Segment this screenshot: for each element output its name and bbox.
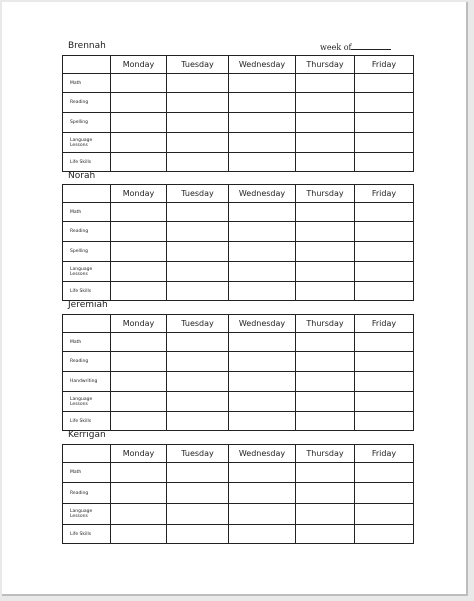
subject-label: Language Lessons (63, 504, 111, 525)
day-header: Wednesday (229, 315, 296, 333)
subject-row (63, 74, 414, 93)
subject-label: Math (63, 203, 111, 222)
subject-row (63, 282, 414, 301)
schedule-cell[interactable] (167, 74, 229, 93)
subject-label: Handwriting (63, 372, 111, 392)
schedule-cell[interactable] (355, 463, 414, 483)
day-header: Thursday (296, 445, 355, 463)
subject-row (63, 504, 414, 525)
day-header: Monday (111, 185, 167, 203)
subject-row (63, 525, 414, 544)
subject-label: Language Lessons (63, 133, 111, 153)
day-header: Tuesday (167, 185, 229, 203)
schedule-cell[interactable] (167, 352, 229, 372)
schedule-cell[interactable] (229, 262, 296, 282)
schedule-cell[interactable] (167, 392, 229, 412)
schedule-cell[interactable] (111, 483, 167, 504)
schedule-cell[interactable] (296, 133, 355, 153)
subject-label: Life Skills (63, 282, 111, 301)
subject-row (63, 262, 414, 282)
schedule-cell[interactable] (355, 525, 414, 544)
schedule-cell[interactable] (296, 282, 355, 301)
day-header: Tuesday (167, 315, 229, 333)
subject-label: Life Skills (63, 153, 111, 172)
day-header: Monday (111, 56, 167, 74)
schedule-table (62, 55, 414, 172)
schedule-cell[interactable] (111, 463, 167, 483)
schedule-cell[interactable] (296, 203, 355, 222)
schedule-cell[interactable] (167, 525, 229, 544)
schedule-cell[interactable] (167, 282, 229, 301)
schedule-cell[interactable] (167, 463, 229, 483)
schedule-cell[interactable] (111, 392, 167, 412)
subject-row (63, 463, 414, 483)
subject-label: Language Lessons (63, 262, 111, 282)
day-header: Wednesday (229, 185, 296, 203)
day-header: Friday (355, 56, 414, 74)
schedule-cell[interactable] (355, 483, 414, 504)
student-name: Norah (68, 171, 96, 181)
schedule-cell[interactable] (167, 262, 229, 282)
day-header: Tuesday (167, 56, 229, 74)
schedule-cell[interactable] (296, 242, 355, 262)
schedule-cell[interactable] (355, 504, 414, 525)
schedule-cell[interactable] (355, 392, 414, 412)
schedule-cell[interactable] (111, 222, 167, 242)
subject-row (63, 242, 414, 262)
corner-cell (63, 315, 111, 333)
schedule-cell[interactable] (296, 153, 355, 172)
subject-row (63, 153, 414, 172)
day-header: Monday (111, 315, 167, 333)
schedule-cell[interactable] (296, 504, 355, 525)
schedule-cell[interactable] (296, 352, 355, 372)
schedule-cell[interactable] (355, 412, 414, 431)
subject-label: Life Skills (63, 412, 111, 431)
day-header: Thursday (296, 185, 355, 203)
schedule-cell[interactable] (167, 133, 229, 153)
schedule-cell[interactable] (296, 525, 355, 544)
schedule-table (62, 184, 414, 301)
schedule-cell[interactable] (296, 372, 355, 392)
schedule-cell[interactable] (296, 333, 355, 352)
day-header: Friday (355, 185, 414, 203)
schedule-cell[interactable] (167, 333, 229, 352)
schedule-cell[interactable] (111, 153, 167, 172)
schedule-cell[interactable] (229, 412, 296, 431)
schedule-cell[interactable] (229, 392, 296, 412)
subject-row (63, 483, 414, 504)
schedule-cell[interactable] (229, 525, 296, 544)
schedule-cell[interactable] (229, 93, 296, 113)
schedule-cell[interactable] (355, 93, 414, 113)
schedule-cell[interactable] (355, 113, 414, 133)
schedule-cell[interactable] (355, 262, 414, 282)
schedule-cell[interactable] (296, 74, 355, 93)
schedule-cell[interactable] (167, 242, 229, 262)
student-name: Jeremiah (68, 300, 108, 310)
schedule-cell[interactable] (167, 483, 229, 504)
student-name: Kerrigan (68, 430, 106, 440)
schedule-cell[interactable] (229, 372, 296, 392)
schedule-cell[interactable] (355, 203, 414, 222)
subject-row (63, 222, 414, 242)
schedule-cell[interactable] (296, 262, 355, 282)
schedule-cell[interactable] (296, 463, 355, 483)
subject-label: Math (63, 333, 111, 352)
schedule-cell[interactable] (355, 282, 414, 301)
schedule-table (62, 314, 414, 431)
schedule-cell[interactable] (111, 412, 167, 431)
schedule-cell[interactable] (229, 463, 296, 483)
day-header: Tuesday (167, 445, 229, 463)
subject-label: Reading (63, 222, 111, 242)
week-of-field (320, 42, 391, 52)
subject-label: Reading (63, 93, 111, 113)
schedule-cell[interactable] (229, 504, 296, 525)
header-row (63, 56, 414, 74)
schedule-cell[interactable] (229, 153, 296, 172)
schedule-cell[interactable] (111, 282, 167, 301)
schedule-cell[interactable] (111, 372, 167, 392)
schedule-cell[interactable] (296, 113, 355, 133)
subject-row (63, 352, 414, 372)
day-header: Friday (355, 445, 414, 463)
schedule-cell[interactable] (229, 483, 296, 504)
schedule-cell[interactable] (229, 74, 296, 93)
subject-label: Reading (63, 483, 111, 504)
schedule-cell[interactable] (229, 282, 296, 301)
subject-row (63, 392, 414, 412)
schedule-cell[interactable] (229, 133, 296, 153)
schedule-cell[interactable] (229, 352, 296, 372)
schedule-cell[interactable] (296, 483, 355, 504)
subject-label: Life Skills (63, 525, 111, 544)
day-header: Wednesday (229, 445, 296, 463)
day-header: Friday (355, 315, 414, 333)
subject-row (63, 333, 414, 352)
schedule-cell[interactable] (111, 74, 167, 93)
header-row (63, 315, 414, 333)
schedule-cell[interactable] (355, 333, 414, 352)
subject-row (63, 203, 414, 222)
day-header: Thursday (296, 56, 355, 74)
week-of-label: week of (320, 43, 352, 52)
schedule-cell[interactable] (296, 93, 355, 113)
schedule-cell[interactable] (296, 412, 355, 431)
subject-label: Language Lessons (63, 392, 111, 412)
schedule-cell[interactable] (111, 504, 167, 525)
schedule-cell[interactable] (229, 222, 296, 242)
schedule-cell[interactable] (167, 222, 229, 242)
document-page (2, 2, 468, 596)
subject-row (63, 93, 414, 113)
schedule-cell[interactable] (296, 222, 355, 242)
schedule-cell[interactable] (355, 222, 414, 242)
day-header: Monday (111, 445, 167, 463)
subject-label: Reading (63, 352, 111, 372)
schedule-cell[interactable] (111, 352, 167, 372)
day-header: Wednesday (229, 56, 296, 74)
schedule-cell[interactable] (111, 242, 167, 262)
schedule-cell[interactable] (355, 153, 414, 172)
schedule-cell[interactable] (111, 113, 167, 133)
schedule-cell[interactable] (111, 133, 167, 153)
schedule-cell[interactable] (229, 242, 296, 262)
schedule-cell[interactable] (355, 242, 414, 262)
schedule-cell[interactable] (167, 93, 229, 113)
header-row (63, 445, 414, 463)
schedule-cell[interactable] (229, 203, 296, 222)
student-name: Brennah (68, 41, 106, 51)
schedule-cell[interactable] (296, 392, 355, 412)
schedule-cell[interactable] (111, 93, 167, 113)
schedule-cell[interactable] (167, 113, 229, 133)
subject-label: Math (63, 74, 111, 93)
subject-label: Spelling (63, 113, 111, 133)
schedule-table (62, 444, 414, 544)
corner-cell (63, 445, 111, 463)
schedule-cell[interactable] (167, 153, 229, 172)
schedule-cell[interactable] (111, 203, 167, 222)
subject-label: Math (63, 463, 111, 483)
subject-row (63, 412, 414, 431)
schedule-cell[interactable] (167, 203, 229, 222)
schedule-cell[interactable] (229, 113, 296, 133)
subject-row (63, 113, 414, 133)
schedule-cell[interactable] (111, 262, 167, 282)
schedule-cell[interactable] (167, 412, 229, 431)
corner-cell (63, 185, 111, 203)
schedule-cell[interactable] (355, 372, 414, 392)
schedule-cell[interactable] (111, 525, 167, 544)
schedule-cell[interactable] (167, 372, 229, 392)
corner-cell (63, 56, 111, 74)
day-header: Thursday (296, 315, 355, 333)
subject-row (63, 372, 414, 392)
schedule-cell[interactable] (167, 504, 229, 525)
schedule-cell[interactable] (355, 74, 414, 93)
week-of-blank[interactable] (351, 42, 391, 50)
schedule-cell[interactable] (355, 133, 414, 153)
subject-label: Spelling (63, 242, 111, 262)
schedule-cell[interactable] (111, 333, 167, 352)
header-row (63, 185, 414, 203)
schedule-cell[interactable] (229, 333, 296, 352)
schedule-cell[interactable] (355, 352, 414, 372)
subject-row (63, 133, 414, 153)
